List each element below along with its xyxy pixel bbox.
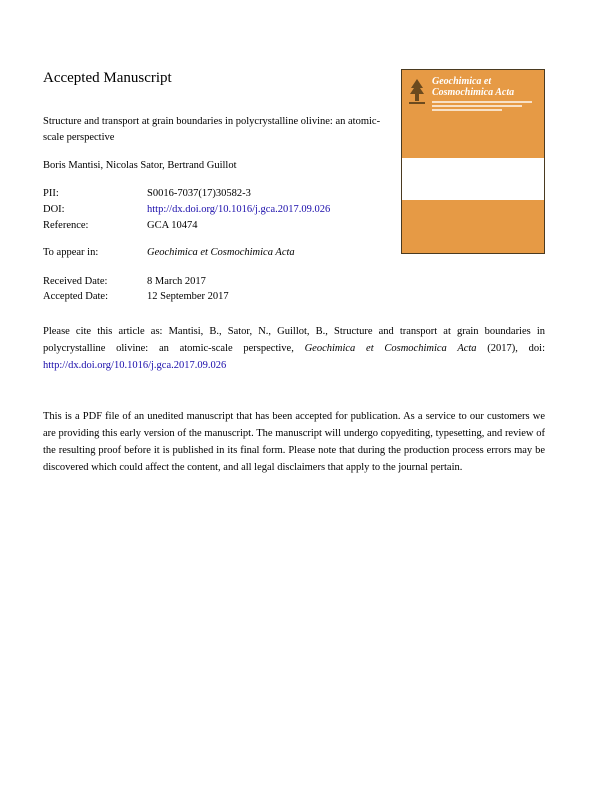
citation-paragraph	[43, 323, 545, 374]
doi-label: DOI:	[43, 204, 65, 215]
cover-bottom-panel	[402, 200, 544, 253]
citation-doi-link[interactable]: http://dx.doi.org/10.1016/j.gca.2017.09.026	[43, 360, 227, 371]
reference-row	[43, 219, 197, 233]
accepted-row	[43, 290, 229, 304]
doi-row	[43, 203, 330, 217]
received-label: Received Date:	[43, 276, 108, 287]
cover-journal-title: Geochimica et Cosmochimica Acta	[432, 76, 515, 98]
cover-white-band	[402, 158, 544, 200]
appear-row	[43, 246, 295, 260]
citation-journal: Geochimica et Cosmochimica Acta	[304, 343, 477, 354]
doi-link[interactable]: http://dx.doi.org/10.1016/j.gca.2017.09.026	[147, 204, 331, 215]
received-value: 8 March 2017	[147, 276, 206, 287]
journal-cover-image	[401, 69, 545, 254]
cover-subtitle-lines	[432, 101, 536, 113]
article-authors: Boris Mantisi, Nicolas Sator, Bertrand Guillot	[43, 160, 237, 171]
citation-text: Please cite this article as: Mantisi, B., Sator, N., Guillot, B., Structure and transport at grain boundaries in polycrystalline olivine: an atomic-scale perspective,	[43, 326, 545, 354]
disclaimer-paragraph: This is a PDF file of an unedited manuscript that has been accepted for publication. As a service to our customers we are providing this early version of the manuscript. The manuscript will undergo copyediting, typesetting, and review of the resulting proof before it is published in its final form. Please note that during the production process errors may be discovered which could affect the content, and all legal disclaimers that apply to the journal pertain.	[43, 411, 545, 473]
accepted-label: Accepted Date:	[43, 291, 109, 302]
article-title: Structure and transport at grain boundaries in polycrystalline olivine: an atomic-scale perspective	[43, 116, 381, 143]
pii-label: PII:	[43, 188, 59, 199]
pii-row	[43, 187, 251, 201]
journal-name: Geochimica et Cosmochimica Acta	[147, 247, 295, 258]
elsevier-tree-icon	[406, 76, 428, 106]
received-row	[43, 275, 206, 289]
page-heading: Accepted Manuscript	[43, 70, 172, 86]
pii-value: S0016-7037(17)30582-3	[147, 188, 251, 199]
accepted-value: 12 September 2017	[147, 291, 229, 302]
citation-year: (2017), doi:	[476, 343, 545, 354]
reference-label: Reference:	[43, 220, 89, 231]
reference-value: GCA 10474	[147, 220, 198, 231]
appear-label: To appear in:	[43, 247, 99, 258]
